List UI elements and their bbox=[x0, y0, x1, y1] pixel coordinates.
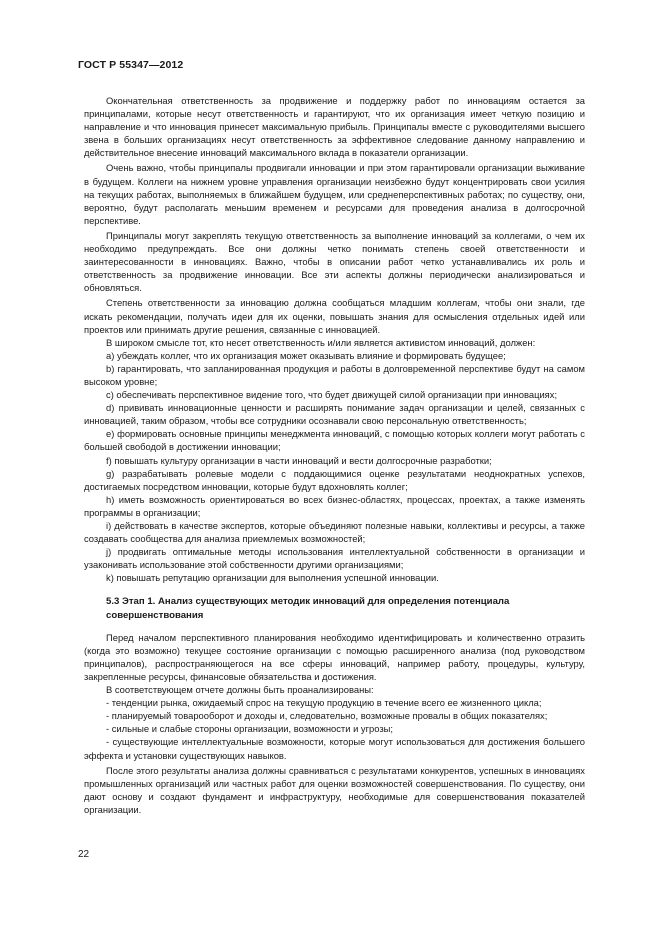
list-item: k) повышать репутацию организации для выполнения успешной инновации. bbox=[106, 572, 439, 584]
document-body bbox=[84, 92, 585, 816]
section-heading: 5.3 Этап 1. Анализ существующих методик инноваций для определения потенциала совершенствования bbox=[106, 596, 510, 621]
bullet-item: - тенденции рынка, ожидаемый спрос на текущую продукцию в течение всего ее жизненного цикла; bbox=[106, 697, 542, 709]
list-item: b) гарантировать, что запланированная продукция и работы в долговременной перспективе будут на самом высоком уровне; bbox=[84, 362, 585, 387]
paragraph: В соответствующем отчете должны быть проанализированы: bbox=[106, 684, 374, 696]
paragraph: Очень важно, чтобы принципалы продвигали инновации и при этом гарантировали организации выживание в будущем. Коллеги на нижнем уровне управления организации неизбежно будут концентрировать свои усилия на текущих работах, выполняемых в ближайшем будущем, или среднеперспективных работах; по существу, они, вероятно, будут располагать меньшим временем и ресурсами для проведения анализа в долгосрочной перспективе. bbox=[84, 162, 585, 226]
list-item: i) действовать в качестве экспертов, которые объединяют полезные навыки, коллективы и ресурсы, а также создавать сообщества для анализа приемлемых возможностей; bbox=[84, 520, 585, 545]
list-item: j) продвигать оптимальные методы использования интеллектуальной собственности в организации и узаконивать использование этой собственности другими организациями; bbox=[84, 546, 585, 571]
list-item: c) обеспечивать перспективное видение того, что будет движущей силой организации при инновациях; bbox=[106, 389, 558, 401]
paragraph: Окончательная ответственность за продвижение и поддержку работ по инновациям остается за принципалами, которые несут ответственность и гарантируют, что их организация имеет четкую позицию и направление и что инновация принесет максимальную прибыль. Принципалы вместе с руководителями высшего звена в больших организациях несут ответственность за эффективное следование данному направлению и действительное внесение инноваций максимального вклада в показатели организации. bbox=[84, 95, 585, 159]
list-item: d) прививать инновационные ценности и расширять понимание задач организации и целей, связанных с инновацией, таким образом, чтобы все сотрудники осознавали свою персональную ответственность; bbox=[84, 402, 585, 427]
paragraph: Перед началом перспективного планирования необходимо идентифицировать и количественно отразить (когда это возможно) текущее состояние организации с помощью расширенного анализа (под руководством принципалов), распространяющегося на все сферы инноваций, например работу, процедуры, культуру, закрепленные ресурсы, финансовые обязательства и достижения. bbox=[84, 631, 585, 682]
bullet-item: - сильные и слабые стороны организации, возможности и угрозы; bbox=[106, 723, 393, 735]
list-item: a) убеждать коллег, что их организация может оказывать влияние и формировать будущее; bbox=[106, 349, 506, 361]
list-item: e) формировать основные принципы менеджмента инноваций, с помощью которых коллеги могут работать с большей свободой в достижении инновации; bbox=[84, 428, 585, 453]
bullet-item: - существующие интеллектуальные возможности, которые могут использоваться для достижения большего эффекта и установки существующих навыков. bbox=[84, 736, 585, 761]
paragraph: В широком смысле тот, кто несет ответственность и/или является активистом инноваций, должен: bbox=[106, 336, 536, 348]
paragraph: Принципалы могут закреплять текущую ответственность за выполнение инноваций за коллегами, о чем их необходимо предупреждать. Все они должны четко понимать степень своей ответственности и заинтересованности в инновациях. Важно, чтобы в описании работ четко устанавливались их роль и ответственность за продвижение инновации. Все эти аспекты должны периодически анализироваться и обновляться. bbox=[84, 229, 585, 294]
bullet-item: - планируемый товарооборот и доходы и, следовательно, возможные провалы в общих показателях; bbox=[106, 710, 548, 722]
paragraph: После этого результаты анализа должны сравниваться с результатами конкурентов, успешных в инновациях промышленных организаций или частных работ для оценки возможностей совершенствования. По существу, они дают основу и создают фундамент и инфраструктуру, необходимые для совершенствования показателей организации. bbox=[84, 764, 585, 815]
list-item: h) иметь возможность ориентироваться во всех бизнес-областях, процессах, проектах, а также изменять программы в организации; bbox=[84, 493, 585, 518]
list-item: f) повышать культуру организации в части инноваций и вести долгосрочные разработки; bbox=[106, 454, 492, 466]
page-number: 22 bbox=[78, 849, 90, 860]
document-header: ГОСТ Р 55347—2012 bbox=[78, 59, 184, 71]
list-item: g) разрабатывать ролевые модели с поддающимися оценке результатами неоднократных успехов, достигаемых посредством инновации, которые будут вдохновлять коллег; bbox=[84, 467, 585, 492]
paragraph: Степень ответственности за инновацию должна сообщаться младшим коллегам, чтобы они знали, где искать рекомендации, получать идеи для их оценки, повышать знания для осмысления отдельных идей или проектов или принимать другие решения, связанные с инновацией. bbox=[84, 297, 585, 335]
